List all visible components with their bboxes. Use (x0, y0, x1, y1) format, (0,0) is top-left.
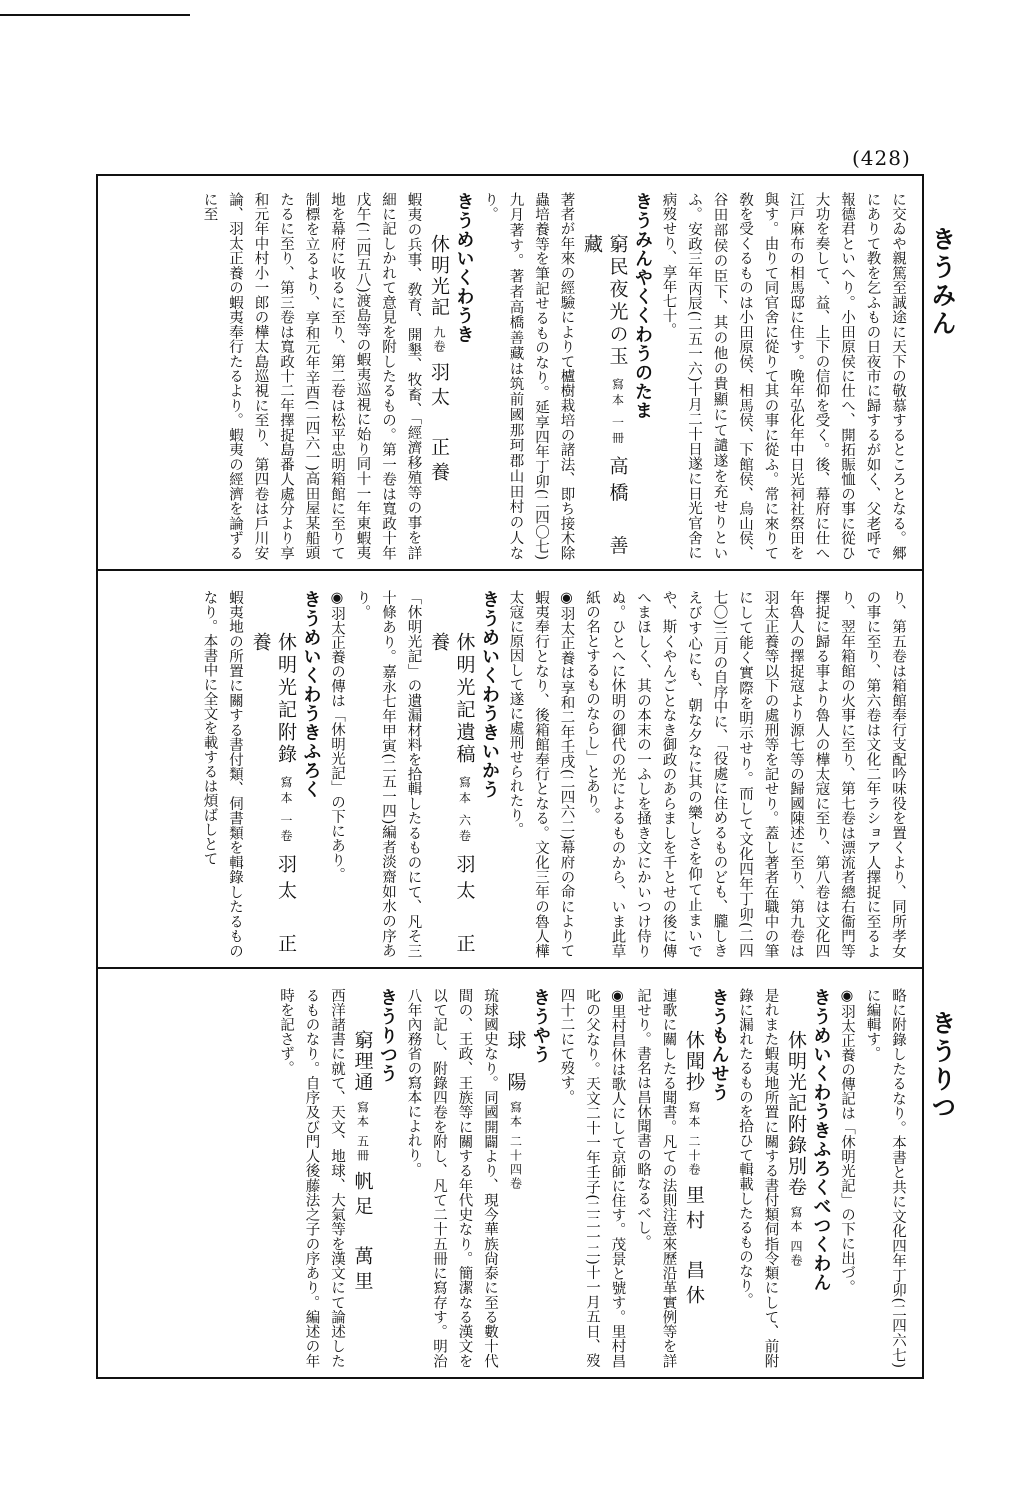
entry-title-text: 休明光記遺稿 (453, 631, 476, 767)
entry-title (502, 1030, 528, 1368)
entry-heading: きうやう (530, 988, 551, 1064)
entry-title-text: 休聞抄 (683, 1029, 705, 1093)
entry-author: 羽太 正養 (249, 631, 297, 958)
entry-heading: きうもんせう (708, 988, 730, 1102)
entry-title-text: 休明光記 (428, 233, 450, 318)
top-rule (0, 14, 190, 16)
entry-author: 羽太 正養 (428, 361, 450, 487)
entry-body: 連歌に關したる聞書。凡ての法則注意來歷沿革實例等を詳記せり。書名は昌休聞書の略なるべし。 (635, 988, 677, 1368)
entry-meta: 寫本 四卷 (789, 1205, 803, 1268)
entry-meta: 九卷 (432, 325, 446, 354)
panel-top (110, 192, 910, 560)
entry-meta: 寫本 二十卷 (687, 1100, 701, 1177)
entry-title-text: 休明光記附錄別卷 (785, 1029, 807, 1198)
entry-meta: 寫本 一冊 (610, 377, 625, 447)
entry-body: 蝦夷地の所置に關する書付類、伺書類を輯錄したるものなり。本書中に全文を載するは煩ばしとて (201, 590, 243, 958)
entry-author: 里村 昌休 (683, 1184, 705, 1310)
guide-word-bottom: きうりつ (928, 1010, 957, 1122)
entry-title-text: 窮民夜光の玉 (606, 233, 629, 369)
note: ◉里村昌休は歌人にして京師に住す。茂景と號す。里村昌叱の父なり。天文二十一年壬子(二二一二)十一月五日、歿四十二にて歿す。 (558, 988, 626, 1368)
entry-heading: きうめいくわうきふろくべつくわん (810, 988, 832, 1292)
entry-title-text: 窮理通 (351, 1029, 374, 1093)
entry-title (426, 632, 477, 958)
entry-meta: 寫本 六卷 (457, 775, 472, 845)
entry-author: 羽太 正養 (428, 631, 476, 958)
entry-title (426, 234, 452, 560)
entry-title (579, 234, 630, 560)
note: ◉羽太正養の傳記は「休明光記」の下に出づ。 (839, 988, 855, 1294)
entry-title (783, 1030, 809, 1368)
entry-heading: きうめいくわうきいかう (479, 590, 500, 799)
entry-title-text: 球 陽 (504, 1029, 527, 1093)
entry-body: 蝦夷の兵事、敎育、開墾、牧畜、「經濟移殖等の事を詳細に記しかれて意見を附したるもの。第一卷は寬政十年戊午(二四五八)渡島等の蝦夷巡視に始り同十一年東蝦夷地を幕府に收るに至り、第二卷は松平忠明箱館に至りて制標を立るより、享和元年辛酉(二四六一)高田屋某船頭たるに至り、第三卷は寬政十二年擇捉島番人處分より享和元年中村小一郎の樺太島巡視に至り、第四卷は戶川安論、羽太正養の蝦夷奉行たるより。蝦夷の經濟を論ずるに至 (201, 192, 422, 560)
note: ◉羽太正養の傳は「休明光記」の下にあり。 (329, 590, 345, 882)
guide-word-top: きうみん (928, 226, 957, 338)
entry-body: 「休明光記」の遺漏材料を拾輯したるものにて、凡そ三十條あり。嘉永七年甲寅(二五一四)編者淡齋如水の序あり。 (354, 590, 422, 958)
entry-body: 是れまた蝦夷地所置に關する書付類伺指令類にして、前附錄に漏れたるものを拾ひて輯載したるものなり。 (737, 988, 779, 1368)
entry-author: 帆足 萬里 (351, 1170, 374, 1296)
entry-meta: 寫本 五冊 (355, 1100, 370, 1163)
row-divider-1 (96, 569, 924, 571)
paragraph: 略に附錄したるなり。本書と共に文化四年丁卯(二四六七)に編輯す。 (864, 988, 906, 1368)
entry-title (247, 632, 298, 958)
entry-title-text: 休明光記附錄 (275, 631, 297, 767)
entry-meta: 寫本 一卷 (279, 775, 293, 845)
entry-heading: きうみんやくくわうのたま (632, 192, 653, 420)
entry-author: 高橋 善藏 (581, 233, 629, 560)
paragraph: り、第五卷は箱館奉行支配吟味役を置くより、同所孝女の事に至り、第六卷は文化二年ラショア人擇捉に至るより、翌年箱館の火事に至り、第七卷は漂流者總右衞門等擇捉に歸る事より魯人の樺太寇に至り、第八卷は文化四年魯人の擇捉寇より源七等の歸國陳述に至り、第九卷は羽太正養等以下の處刑等を記せり。蓋し著者在職中の筆にして能く實際を明示せり。而して文化四年丁卯(二四七〇)三月の自序中に、「役處に住めるものども、朧しきえびす心にも、朝な夕なに其の樂しさを仰て止まいでや、斯くやんごとなき御政のあらましを千とせの後に傳へまほしく、其の本末の一ふしを掻き文にかいつけ侍りぬ。ひとへに休明の御代の光によるものから、いま此草紙の名とするものならし」とあり。 (584, 590, 906, 958)
entry-title (681, 1030, 707, 1368)
entry-body: 西洋諸書に就て、天文、地球、大氣等を漢文にて論述したるものなり。自序及び門人後藤法之子の序あり。編述の年時を記さず。 (278, 988, 345, 1368)
page-number: (428) (852, 146, 911, 170)
paragraph: に交ゐや親篤至誠途に天下の敬慕するところとなる。郷にありて教を乞ふもの日夜市に歸するが如く、父老呼で報德君といへり。小田原侯に仕へ、開拓賑恤の事に從ひ大功を奏して、益、上下の信仰を受く。後、幕府に仕へ江戸麻布の相馬邸に住す。晚年弘化年中日光祠社祭田を與す。由りて同官舍に從りて其の事に從ふ。常に來りて敎を受くるものは小田原侯、相馬侯、下館侯、烏山侯、谷田部侯の臣下、其の他の貴顯にて譴遂を充せりといふ。安政三年丙辰(二五一六)十月二十日遂に日光官舍に病歿せり、享年七十。 (660, 192, 906, 560)
entry-heading: きうめいくわうき (453, 192, 475, 344)
entry-meta: 寫本 二十四卷 (508, 1100, 523, 1191)
entry-body: 琉球國史なり。同國開闢より、現今華族尙泰に至る數十代間の、王政、王族等に關する年代史なり。簡潔なる漢文を以て記し、附錄四卷を附し、凡て二十五冊に寫存す。明治八年內務省の寫本によれり。 (405, 988, 498, 1368)
entry-heading: きうりつう (377, 988, 398, 1083)
note: ◉羽太正養は享和二年壬戌(二四六二)幕府の命によりて蝦夷奉行となり、後箱館奉行となる。文化三年の魯人樺太寇に原因して遂に處刑せられたり。 (507, 590, 575, 958)
entry-body: 著者が年來の經驗によりて櫨樹栽培の諸法、即ち接木除蟲培養等を筆記せるものなり。延享四年丁卯(二四〇七)九月著す。著者高橋善藏は筑前國那珂郡山田村の人なり。 (482, 192, 575, 560)
row-divider-2 (96, 967, 924, 969)
panel-bottom (110, 988, 910, 1368)
entry-title (349, 1030, 375, 1368)
entry-heading: きうめいくわうきふろく (300, 590, 322, 799)
panel-middle (110, 590, 910, 958)
